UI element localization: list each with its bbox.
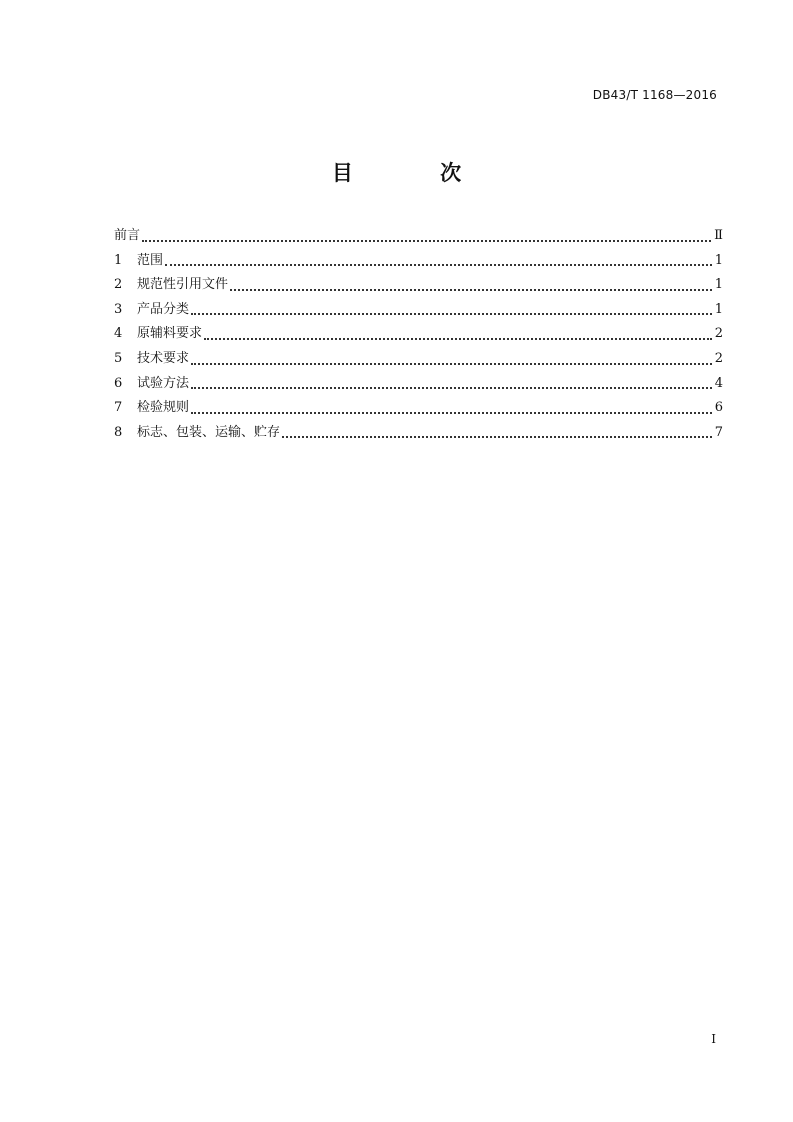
toc-entry-label: 标志、包装、运输、贮存 [137,424,281,440]
toc-entry-label: 技术要求 [137,350,190,366]
toc-entry-inspection-rules[interactable] [114,396,723,421]
toc-entry-scope[interactable] [114,249,723,274]
toc-entry-raw-materials[interactable] [114,322,723,347]
toc-entry-number: 2 [114,277,123,293]
toc-entry-page: 4 [714,375,723,391]
toc-entry-page: 2 [714,350,723,366]
toc-entry-label: 原辅料要求 [137,326,203,342]
table-of-contents [114,224,723,445]
toc-entry-page: 1 [714,301,723,317]
toc-entry-test-methods[interactable] [114,372,723,397]
toc-leader-dots [230,289,712,291]
toc-entry-page: Ⅱ [714,228,723,243]
toc-entry-page: 7 [714,424,723,440]
toc-entry-label: 前言 [114,228,141,243]
toc-entry-label: 范围 [137,252,164,268]
toc-entry-label: 产品分类 [137,301,190,317]
toc-entry-label: 试验方法 [137,375,190,391]
toc-leader-dots [191,363,712,365]
toc-entry-technical-requirements[interactable] [114,347,723,372]
toc-entry-page: 2 [714,326,723,342]
toc-entry-number: 3 [114,301,123,317]
toc-leader-dots [142,240,711,242]
toc-leader-dots [191,412,712,414]
toc-entry-label: 规范性引用文件 [137,277,229,293]
page-number: I [711,1032,716,1046]
toc-entry-number: 8 [114,424,123,440]
toc-leader-dots [165,264,712,266]
document-code: DB43/T 1168—2016 [592,88,717,102]
toc-entry-page: 6 [714,400,723,416]
toc-entry-number: 4 [114,326,123,342]
toc-leader-dots [191,387,712,389]
toc-entry-number: 1 [114,252,123,268]
toc-entry-marking-packaging[interactable] [114,421,723,446]
toc-entry-page: 1 [714,252,723,268]
toc-leader-dots [191,313,712,315]
toc-leader-dots [282,436,712,438]
toc-entry-normative-references[interactable] [114,273,723,298]
toc-entry-number: 5 [114,350,123,366]
toc-entry-number: 6 [114,375,123,391]
toc-entry-product-classification[interactable] [114,298,723,323]
toc-title: 目 次 [331,161,502,185]
toc-entry-foreword[interactable] [114,224,723,249]
toc-entry-page: 1 [714,277,723,293]
toc-leader-dots [204,338,712,340]
toc-entry-number: 7 [114,400,123,416]
toc-entry-label: 检验规则 [137,400,190,416]
